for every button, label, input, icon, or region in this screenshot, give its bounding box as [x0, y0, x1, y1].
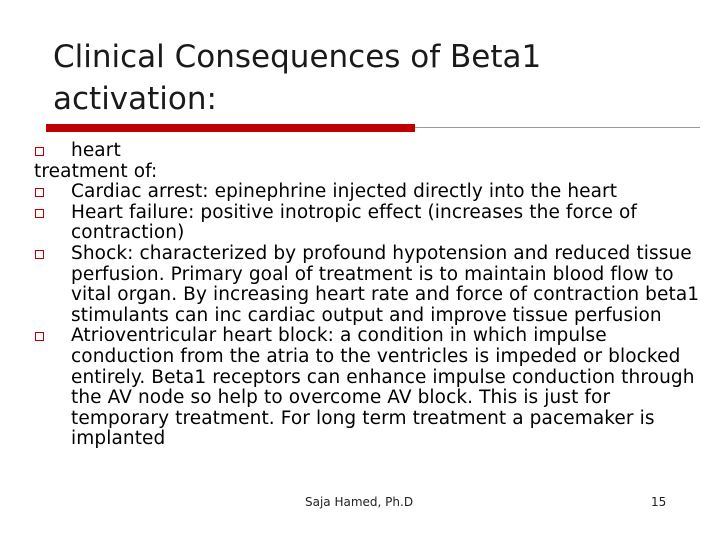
subheading-text: treatment of:	[34, 160, 158, 182]
hollow-square-bullet-icon	[35, 188, 44, 197]
heading-bullet-text: heart	[71, 140, 121, 161]
title-divider-line	[415, 127, 700, 128]
page-number: 15	[651, 495, 667, 509]
hollow-square-bullet-icon	[35, 250, 44, 259]
slide-body	[34, 141, 706, 450]
slide-title	[53, 36, 693, 120]
list-item-text: Cardiac arrest: epinephrine injected directly into the heart	[71, 181, 618, 203]
slide-title-line-1: Clinical Consequences of Beta1	[53, 39, 542, 75]
list-item-text: Atrioventricular heart block: a condition in which impulse conduction from the atria to the ventricles is impeded or blocked entirely. Beta1 receptors can enhance impulse conduction through the AV node so help to overcome AV block. This is just for temporary treatment. For long term treatment a pacemaker is implanted	[71, 325, 695, 450]
list-item-text: Shock: characterized by profound hypotension and reduced tissue perfusion. Primary goal of treatment is to maintain blood flow to vital organ. By increasing heart rate and force of contraction beta1 stimulants can inc cardiac output and improve tissue perfusion	[71, 242, 700, 326]
list-item	[34, 203, 706, 244]
hollow-square-bullet-icon	[35, 147, 44, 156]
heading-bullet-item	[34, 141, 706, 162]
footer-author: Saja Hamed, Ph.D	[305, 495, 414, 509]
title-accent-bar	[46, 124, 415, 132]
hollow-square-bullet-icon	[35, 332, 44, 341]
slide-title-line-2: activation:	[53, 81, 217, 117]
hollow-square-bullet-icon	[35, 209, 44, 218]
list-item	[34, 326, 706, 450]
list-item-text: Heart failure: positive inotropic effect (increases the force of contraction)	[71, 201, 637, 244]
list-item	[34, 244, 706, 326]
list-item	[34, 182, 706, 203]
